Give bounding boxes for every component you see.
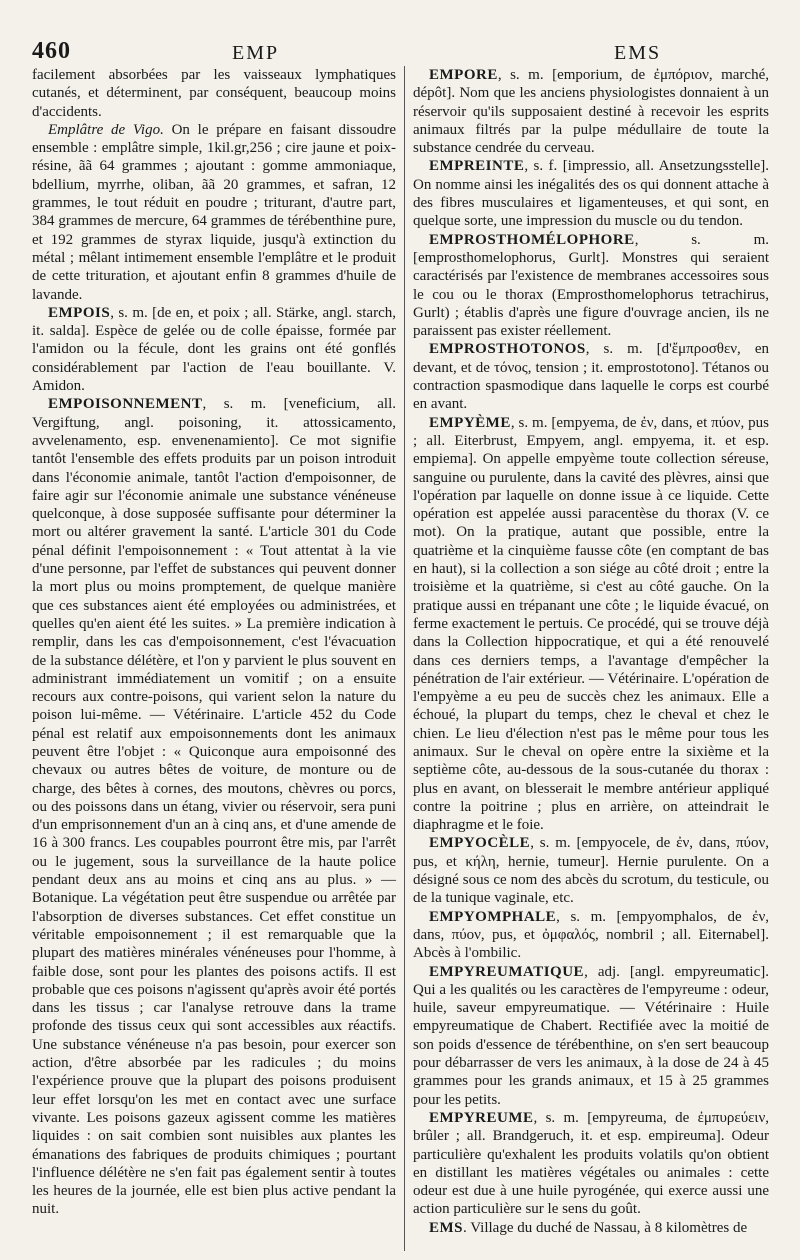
entry-text: , s. m. [empyomphalos, de ἐν, dans, πύον, pus, et ὀμφαλός, nombril ; all. Eiternabel]. Abcès à l'ombilic. bbox=[413, 908, 769, 962]
entry-text: , s. m. [emprosthomelophorus, Gurlt]. Monstres qui seraient caractérisés par l'existence de membranes accessoires sous le cou ou le thorax (Emprosthomelophorus tetrachirus, Gurlt) ; établis d'après une figure d'ouvrage ancien, ils ne paraissent pas exister réellement. bbox=[413, 231, 769, 340]
dictionary-entry bbox=[413, 1219, 769, 1237]
entry-headword: EMPYOMPHALE bbox=[429, 908, 557, 925]
entry-headword: EMPYREUMATIQUE bbox=[429, 963, 585, 980]
entry-headword: Emplâtre de Vigo. bbox=[48, 121, 164, 138]
entry-headword: EMPROSTHOTONOS bbox=[429, 341, 586, 358]
entry-text: , adj. [angl. empyreumatic]. Qui a les qualités ou les caractères de l'empyreume : odeur, huile, saveur empyreumatique. — Vétérinaire : Huile empyreumatique de Chabert. Rectifiée avec la moitié de son poids d'essence de térébenthine, on s'en sert beaucoup pour débarrasser de vers les animaux, à la dose de 24 à 45 grammes pour les grands animaux, et 15 à 25 grammes pour les petits. bbox=[413, 963, 769, 1108]
entry-headword: EMPREINTE bbox=[429, 158, 525, 175]
dictionary-entry bbox=[413, 963, 769, 1109]
entry-text: , s. m. [empyreuma, de ἐμπυρεύειν, brûler ; all. Brandgeruch, it. et esp. empireuma]. Odeur particulière qu'exhalent les produits volatils qu'on obtient en distillant les matières végétales ou animales : cette odeur est due à une huile pyrogénée, qui exerce aussi une action particulière sur le sens du goût. bbox=[413, 1109, 769, 1218]
text-columns bbox=[32, 66, 769, 1256]
entry-text: On le prépare en faisant dissoudre ensemble : emplâtre simple, 1kil.gr,256 ; cire jaune et poix-résine, ãã 64 grammes ; ajoutant : gomme ammoniaque, bdellium, myrrhe, oliban, ãã 20 grammes, et safran, 12 grammes, le tout réduit en poudre ; triturant, d'autre part, 384 grammes de mercure, 64 grammes de térébenthine pure, et 192 grammes de styrax liquide, jusqu'à extinction du métal ; mêlant intimement ensemble l'emplâtre et le produit de cette trituration, et ajoutant enfin 8 grammes d'huile de lavande. bbox=[32, 121, 396, 303]
right-column bbox=[404, 66, 769, 1251]
dictionary-entry bbox=[32, 121, 396, 304]
entry-headword: EMPYREUME bbox=[429, 1109, 534, 1126]
entry-headword: EMPOISONNEMENT bbox=[48, 396, 203, 413]
entry-text: , s. m. [empyocele, de ἐν, dans, πύον, pus, et κήλη, hernie, tumeur]. Hernie purulente. On a désigné sous ce nom des abcès du scrotum, du testicule, ou de la tunique vaginale, etc. bbox=[413, 835, 769, 907]
left-column bbox=[32, 66, 396, 1219]
entry-text: facilement absorbées par les vaisseaux lymphatiques cutanés, et déterminent, par conséquent, beaucoup moins d'accidents. bbox=[32, 67, 396, 120]
dictionary-entry bbox=[413, 414, 769, 835]
entry-text: . Village du duché de Nassau, à 8 kilomètres de bbox=[463, 1219, 748, 1236]
entry-text: , s. m. [empyema, de ἐν, dans, et πύον, pus ; all. Eiterbrust, Empyem, angl. empyema, it. et esp. empiema]. On appelle empyème toute collection séreuse, sanguine ou purulente, dans la cavité des plèvres, ainsi que l'opération par laquelle on donne issue à ce liquide. Cette opération est appelée aussi paracentèse du thorax (V. ce mot). On la pratique, autant que possible, entre la quatrième et la cinquième fausse côte (en comptant de bas en haut), si la collection a son siége au côté droit ; entre la troisième et la quatrième, si c'est au côté gauche. On la pratique aussi en trépanant une côte ; le liquide évacué, on ferme exactement le pertuis. Ce procédé, qui se trouve déjà dans la Collection hippocratique, et qui a été renouvelé dans ces derniers temps, a l'avantage d'empêcher la pénétration de l'air extérieur. — Vétérinaire. L'opération de l'empyème a eu peu de succès chez les animaux. Elle a échoué, la plupart du temps, chez le cheval et chez le chien. Le lieu d'élection n'est pas le même pour tous les animaux. Sur le cheval on opère entre la sixième et la septième côte, au-dessous de la sous-cutanée du thorax : plus en avant, on blesserait le membre antérieur appliqué contre la poitrine ; plus en arrière, on atteindrait le diaphragme et le foie. bbox=[413, 414, 769, 834]
dictionary-entry bbox=[413, 834, 769, 907]
dictionary-entry bbox=[32, 66, 396, 121]
dictionary-entry bbox=[413, 1109, 769, 1219]
dictionary-entry bbox=[413, 340, 769, 413]
dictionary-entry bbox=[413, 66, 769, 157]
dictionary-entry bbox=[413, 157, 769, 230]
page-number: 460 bbox=[32, 38, 71, 64]
entry-text: , s. m. [d'ἔμπροσθεν, en devant, et de τόνος, tension ; it. emprostotono]. Tétanos ou contraction spasmodique dans laquelle le corps est courbé en avant. bbox=[413, 341, 769, 413]
page-header bbox=[32, 38, 760, 68]
entry-headword: EMPOIS bbox=[48, 304, 111, 321]
entry-headword: EMPORE bbox=[429, 67, 498, 83]
dictionary-entry bbox=[32, 395, 396, 1218]
entry-text: , s. f. [impressio, all. Ansetzungsstelle]. On nomme ainsi les inégalités des os qui donnent attache à des fibres musculaires et ligamenteuses, et qui sont, en quelque sorte, une impression du muscle ou du tendon. bbox=[413, 158, 769, 230]
dictionary-entry bbox=[32, 304, 396, 395]
entry-text: , s. m. [emporium, de ἐμπόριον, marché, dépôt]. Nom que les anciens physiologistes donnaient à un réservoir qu'ils supposaient destiné à recevoir les esprits animaux filtrés par la pulpe médullaire de toute la substance cendrée du cerveau. bbox=[413, 67, 769, 157]
running-head-left: EMP bbox=[232, 42, 280, 64]
entry-text: , s. m. [veneficium, all. Vergiftung, angl. poisoning, it. attossicamento, avvelenamento, esp. envenenamiento]. Ce mot signifie tantôt l'ensemble des effets produits par un poison introduit dans l'économie animale, tantôt l'action d'empoisonner, de faire agir sur l'économie animale une substance vénéneuse quelconque, à dose supposée suffisante pour déterminer la mort ou altérer gravement la santé. L'article 301 du Code pénal définit l'empoisonnement : « Tout attentat à la vie d'une personne, par l'effet de substances qui peuvent donner la mort plus ou moins promptement, de quelque manière que ces substances aient été employées ou administrées, et quelles qu'en aient été les suites. » La première indication à remplir, dans les cas d'empoisonnement, c'est l'évacuation de la substance délétère, et l'on y parvient le plus souvent en administrant immédiatement un vomitif ; on a ensuite recours aux contre-poisons, qui varient selon la nature du poison lui-même. — Vétérinaire. L'article 452 du Code pénal est relatif aux empoisonnements dont les animaux peuvent être l'objet : « Quiconque aura empoisonné des chevaux ou autres bêtes de voiture, de monture ou de charge, des bêtes à cornes, des moutons, chèvres ou porcs, ou des poissons dans un étang, vivier ou réservoir, sera puni d'un emprisonnement d'un an à cinq ans, et d'une amende de 16 à 300 francs. Les coupables pourront être mis, par l'arrêt ou le jugement, sous la surveillance de la haute police pendant deux ans au moins et cinq ans au plus. » — Botanique. La végétation peut être suspendue ou arrêtée par l'absorption de diverses substances. Cet effet constitue un véritable empoisonnement ; il est remarquable que la plupart des matières minérales vénéneuses pour l'homme, à faible dose, sont pour les plantes des poisons actifs. Il est probable que ces poisons n'agissent qu'après avoir été portés dans les tissus ; car l'analyse retrouve dans la trame profonde des tissus ceux qui sont accessibles aux réactifs. Une substance vénéneuse n'a pas besoin, pour exercer son action, d'être absorbée par les radicules ; du moins l'expérience prouve que la plupart des poisons produisent leur effet lorsqu'on les met en contact avec une surface vivante. Les poisons gazeux agissent comme les matières liquides : on sait combien sont nuisibles aux plantes les émanations des fabriques de produits chimiques ; pourtant l'influence délétère ne s'en fait pas également sentir à toutes les heures de la journée, elle est bien plus active pendant la nuit. bbox=[32, 396, 396, 1218]
entry-headword: EMPYOCÈLE bbox=[429, 835, 531, 852]
entry-headword: EMS bbox=[429, 1219, 464, 1236]
dictionary-entry bbox=[413, 908, 769, 963]
entry-headword: EMPYÈME bbox=[429, 414, 511, 431]
running-head-right: EMS bbox=[614, 42, 662, 64]
entry-headword: EMPROSTHOMÉLOPHORE bbox=[429, 231, 635, 248]
dictionary-entry bbox=[413, 231, 769, 341]
entry-text: , s. m. [de en, et poix ; all. Stärke, angl. starch, it. salda]. Espèce de gelée ou de colle épaisse, formée par l'amidon ou la fécule, dont les grains ont été gonflés considérablement par l'action de l'eau bouillante. V. Amidon. bbox=[32, 304, 396, 395]
